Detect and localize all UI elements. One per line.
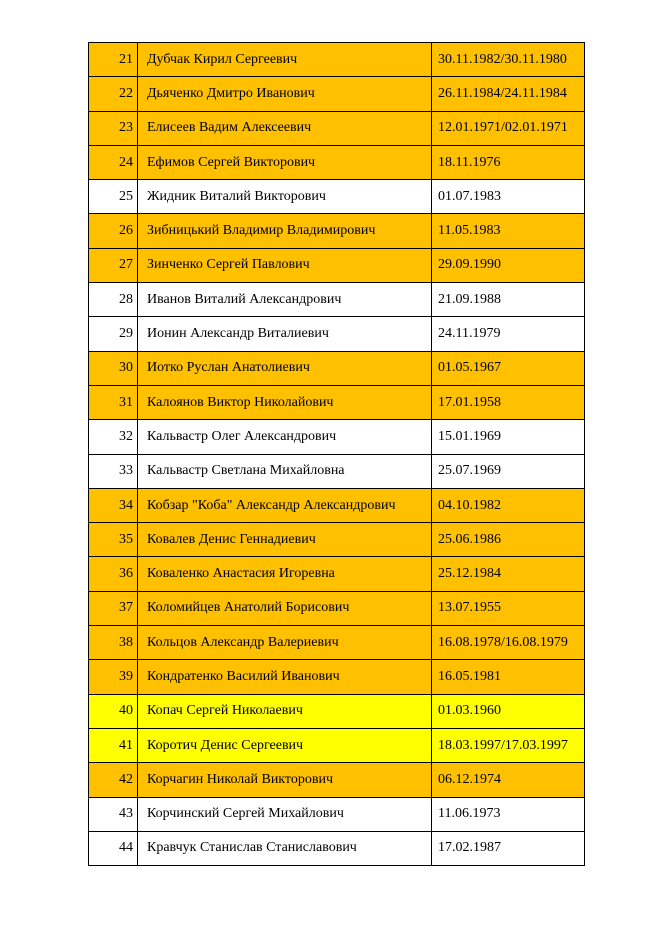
birth-date-cell: 26.11.1984/24.11.1984 <box>432 77 585 111</box>
row-number-cell: 36 <box>89 557 138 591</box>
row-number-cell: 33 <box>89 454 138 488</box>
table-row <box>89 523 585 557</box>
person-name-cell: Зибницький Владимир Владимирович <box>138 214 432 248</box>
row-number-cell: 32 <box>89 420 138 454</box>
birth-date-cell: 13.07.1955 <box>432 591 585 625</box>
birth-date-cell: 30.11.1982/30.11.1980 <box>432 43 585 77</box>
row-number-cell: 25 <box>89 180 138 214</box>
table-row <box>89 831 585 865</box>
table-row <box>89 317 585 351</box>
row-number-cell: 40 <box>89 694 138 728</box>
person-name-cell: Калоянов Виктор Николайович <box>138 385 432 419</box>
row-number-cell: 44 <box>89 831 138 865</box>
person-name-cell: Дьяченко Дмитро Иванович <box>138 77 432 111</box>
table-row <box>89 385 585 419</box>
row-number-cell: 39 <box>89 660 138 694</box>
birth-date-cell: 17.01.1958 <box>432 385 585 419</box>
table-row <box>89 214 585 248</box>
person-name-cell: Кальвастр Олег Александрович <box>138 420 432 454</box>
table-body <box>89 43 585 866</box>
table-row <box>89 557 585 591</box>
table-row <box>89 488 585 522</box>
birth-date-cell: 11.05.1983 <box>432 214 585 248</box>
birth-date-cell: 21.09.1988 <box>432 283 585 317</box>
birth-date-cell: 01.03.1960 <box>432 694 585 728</box>
birth-date-cell: 25.07.1969 <box>432 454 585 488</box>
birth-date-cell: 12.01.1971/02.01.1971 <box>432 111 585 145</box>
table-row <box>89 420 585 454</box>
birth-date-cell: 15.01.1969 <box>432 420 585 454</box>
table-row <box>89 111 585 145</box>
row-number-cell: 35 <box>89 523 138 557</box>
table-row <box>89 763 585 797</box>
row-number-cell: 43 <box>89 797 138 831</box>
table-row <box>89 77 585 111</box>
row-number-cell: 24 <box>89 145 138 179</box>
row-number-cell: 31 <box>89 385 138 419</box>
table-row <box>89 626 585 660</box>
person-name-cell: Кравчук Станислав Станиславович <box>138 831 432 865</box>
person-name-cell: Иотко Руслан Анатолиевич <box>138 351 432 385</box>
row-number-cell: 26 <box>89 214 138 248</box>
table-row <box>89 660 585 694</box>
row-number-cell: 22 <box>89 77 138 111</box>
person-name-cell: Кондратенко Василий Иванович <box>138 660 432 694</box>
birth-date-cell: 29.09.1990 <box>432 248 585 282</box>
birth-date-cell: 25.06.1986 <box>432 523 585 557</box>
table-row <box>89 43 585 77</box>
person-name-cell: Зинченко Сергей Павлович <box>138 248 432 282</box>
birth-date-cell: 25.12.1984 <box>432 557 585 591</box>
person-name-cell: Корчагин Николай Викторович <box>138 763 432 797</box>
person-name-cell: Ефимов Сергей Викторович <box>138 145 432 179</box>
row-number-cell: 28 <box>89 283 138 317</box>
row-number-cell: 23 <box>89 111 138 145</box>
row-number-cell: 41 <box>89 728 138 762</box>
row-number-cell: 38 <box>89 626 138 660</box>
birth-date-cell: 04.10.1982 <box>432 488 585 522</box>
birth-date-cell: 17.02.1987 <box>432 831 585 865</box>
person-name-cell: Коротич Денис Сергеевич <box>138 728 432 762</box>
table-row <box>89 248 585 282</box>
row-number-cell: 27 <box>89 248 138 282</box>
table-row <box>89 728 585 762</box>
birth-date-cell: 18.03.1997/17.03.1997 <box>432 728 585 762</box>
row-number-cell: 42 <box>89 763 138 797</box>
birth-date-cell: 01.07.1983 <box>432 180 585 214</box>
table-row <box>89 283 585 317</box>
person-name-cell: Кобзар "Коба" Александр Александрович <box>138 488 432 522</box>
person-name-cell: Коломийцев Анатолий Борисович <box>138 591 432 625</box>
birth-date-cell: 24.11.1979 <box>432 317 585 351</box>
birth-date-cell: 18.11.1976 <box>432 145 585 179</box>
person-name-cell: Копач Сергей Николаевич <box>138 694 432 728</box>
person-name-cell: Жидник Виталий Викторович <box>138 180 432 214</box>
person-name-cell: Ионин Александр Виталиевич <box>138 317 432 351</box>
table-row <box>89 797 585 831</box>
row-number-cell: 30 <box>89 351 138 385</box>
row-number-cell: 29 <box>89 317 138 351</box>
person-name-cell: Ковалев Денис Геннадиевич <box>138 523 432 557</box>
person-name-cell: Корчинский Сергей Михайлович <box>138 797 432 831</box>
person-table <box>88 42 585 866</box>
row-number-cell: 21 <box>89 43 138 77</box>
table-row <box>89 454 585 488</box>
birth-date-cell: 11.06.1973 <box>432 797 585 831</box>
birth-date-cell: 16.08.1978/16.08.1979 <box>432 626 585 660</box>
birth-date-cell: 01.05.1967 <box>432 351 585 385</box>
person-name-cell: Коваленко Анастасия Игоревна <box>138 557 432 591</box>
table-row <box>89 180 585 214</box>
person-name-cell: Елисеев Вадим Алексеевич <box>138 111 432 145</box>
person-name-cell: Кальвастр Светлана Михайловна <box>138 454 432 488</box>
person-name-cell: Иванов Виталий Александрович <box>138 283 432 317</box>
table-row <box>89 351 585 385</box>
table-row <box>89 591 585 625</box>
birth-date-cell: 06.12.1974 <box>432 763 585 797</box>
row-number-cell: 37 <box>89 591 138 625</box>
person-name-cell: Дубчак Кирил Сергеевич <box>138 43 432 77</box>
row-number-cell: 34 <box>89 488 138 522</box>
person-name-cell: Кольцов Александр Валериевич <box>138 626 432 660</box>
table-row <box>89 694 585 728</box>
table-row <box>89 145 585 179</box>
birth-date-cell: 16.05.1981 <box>432 660 585 694</box>
